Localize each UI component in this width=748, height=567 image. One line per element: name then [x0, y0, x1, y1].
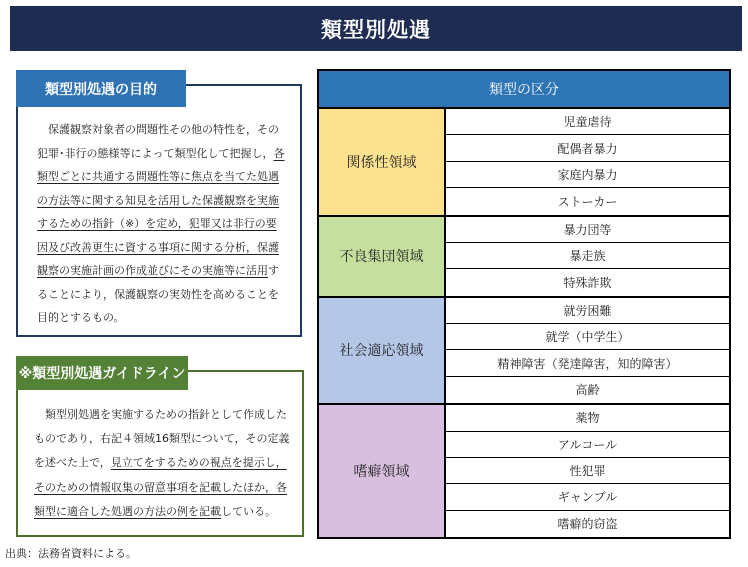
type-cell: 家庭内暴力 [446, 162, 729, 187]
domain-cell: 関係性領域 [319, 109, 444, 215]
type-classification-table [317, 69, 731, 539]
type-cell: 就労困難 [446, 298, 729, 323]
domain-cell: 不良集団領域 [319, 217, 444, 296]
guideline-text [34, 403, 296, 524]
type-cell: 配偶者暴力 [446, 135, 729, 160]
guideline-header: ※類型別処遇ガイドライン [16, 356, 188, 390]
type-cell: 暴力団等 [446, 217, 729, 242]
type-cell: 暴走族 [446, 243, 729, 268]
type-cell: 精神障害（発達障害，知的障害） [446, 350, 729, 375]
domain-cell: 社会適応領域 [319, 298, 444, 404]
type-list [446, 298, 729, 404]
type-cell: 高齢 [446, 377, 729, 403]
type-cell: ストーカー [446, 188, 729, 214]
domain-cell: 嗜癖領域 [319, 405, 444, 537]
type-cell: 児童虐待 [446, 109, 729, 134]
type-cell: 特殊詐欺 [446, 269, 729, 295]
type-cell: ギャンブル [446, 484, 729, 509]
page-title: 類型別処遇 [10, 6, 742, 51]
type-list [446, 109, 729, 215]
purpose-header: 類型別処遇の目的 [16, 70, 186, 107]
guideline-text-underlined: 見立てをするための視点を提示し，そのための情報収集の留意事項を記載したほか，各類型に適合した処遇の方法の例を記載 [34, 456, 287, 518]
type-cell: 薬物 [446, 405, 729, 430]
source-note: 出典：法務省資料による。 [5, 547, 137, 560]
type-cell: アルコール [446, 432, 729, 457]
purpose-text [37, 118, 287, 330]
type-cell: 就学（中学生） [446, 324, 729, 349]
guideline-text-segment: している。 [221, 504, 276, 518]
guideline-text-segment: 類型別処遇を実施するための指針として作成したものであり，右記４領域16類型について，その定義を述べた上で， [34, 408, 290, 470]
type-list [446, 217, 729, 296]
purpose-text-underlined: 各類型ごとに共通する問題性等に焦点を当てた処遇の方法等に関する知見を活用した保護観察を実施するための指針（※）を定め，犯罪又は非行の要因及び改善更生に資する事項に関する分析，保護観察の実施計画の作成並びにその実施等に活用 [37, 146, 285, 277]
type-list [446, 405, 729, 537]
purpose-text-segment: 保護観察対象者の問題性その他の特性を，その犯罪･非行の態様等によって類型化して把握し， [37, 123, 279, 160]
purpose-text-segment: することにより，保護観察の実効性を高めることを目的とするもの。 [37, 264, 279, 324]
type-cell: 嗜癖的窃盗 [446, 511, 729, 537]
type-cell: 性犯罪 [446, 458, 729, 483]
table-header: 類型の区分 [319, 71, 729, 107]
